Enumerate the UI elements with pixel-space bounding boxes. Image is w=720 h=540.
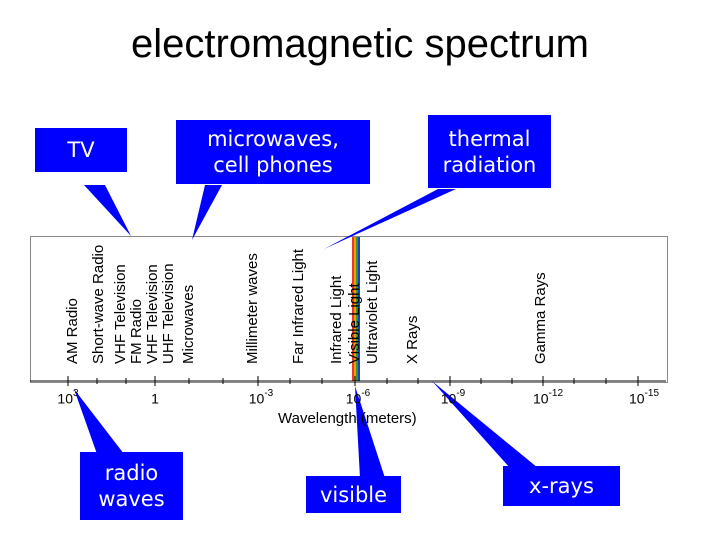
callout-visible: visible [306,476,401,513]
tick-label-1e3: $10^3$ [57,388,79,407]
pointer-radio [74,389,124,454]
tick-label-1e-12: $10^{-12}$ [532,388,564,407]
band-vhf-television: VHF Television [112,264,129,364]
tick-label-1: 1 [151,390,159,407]
band-far-infrared: Far Infrared Light [290,248,307,364]
axis-title: Wavelength (meters) [278,410,417,427]
callout-thermal: thermal radiation [428,115,551,188]
tick-label-1e-9: $10^{-9}$ [440,388,466,407]
callout-radio-waves: radio waves [80,452,183,520]
callout-x-rays: x-rays [503,466,620,506]
band-am-radio: AM Radio [64,298,81,364]
page-title: electromagnetic spectrum [131,22,589,66]
callout-pointers [74,185,538,478]
band-x-rays: X Rays [404,315,421,364]
tick-label-1e-3: $10^{-3}$ [248,388,274,407]
band-short-wave-radio: Short-wave Radio [90,244,107,364]
callout-microwaves: microwaves, cell phones [176,120,370,184]
pointer-thermal [324,189,456,249]
band-gamma-rays: Gamma Rays [532,272,549,364]
band-millimeter-waves: Millimeter waves [244,253,261,364]
tick-label-1e-6: $10^{-6}$ [345,388,371,407]
band-fm-radio: FM Radio [128,298,145,364]
band-visible-light: Visible Light [346,283,363,364]
band-ultraviolet: Ultraviolet Light [364,260,381,364]
band-microwaves: Microwaves [180,284,197,364]
pointer-microwaves [192,185,222,240]
band-uhf-television: UHF Television [160,263,177,364]
band-vhf-television-2: VHF Television [144,264,161,364]
pointer-tv [84,185,131,236]
tick-label-1e-15: $10^{-15}$ [628,388,660,407]
band-infrared: Infrared Light [328,275,345,364]
callout-tv: TV [35,128,127,172]
